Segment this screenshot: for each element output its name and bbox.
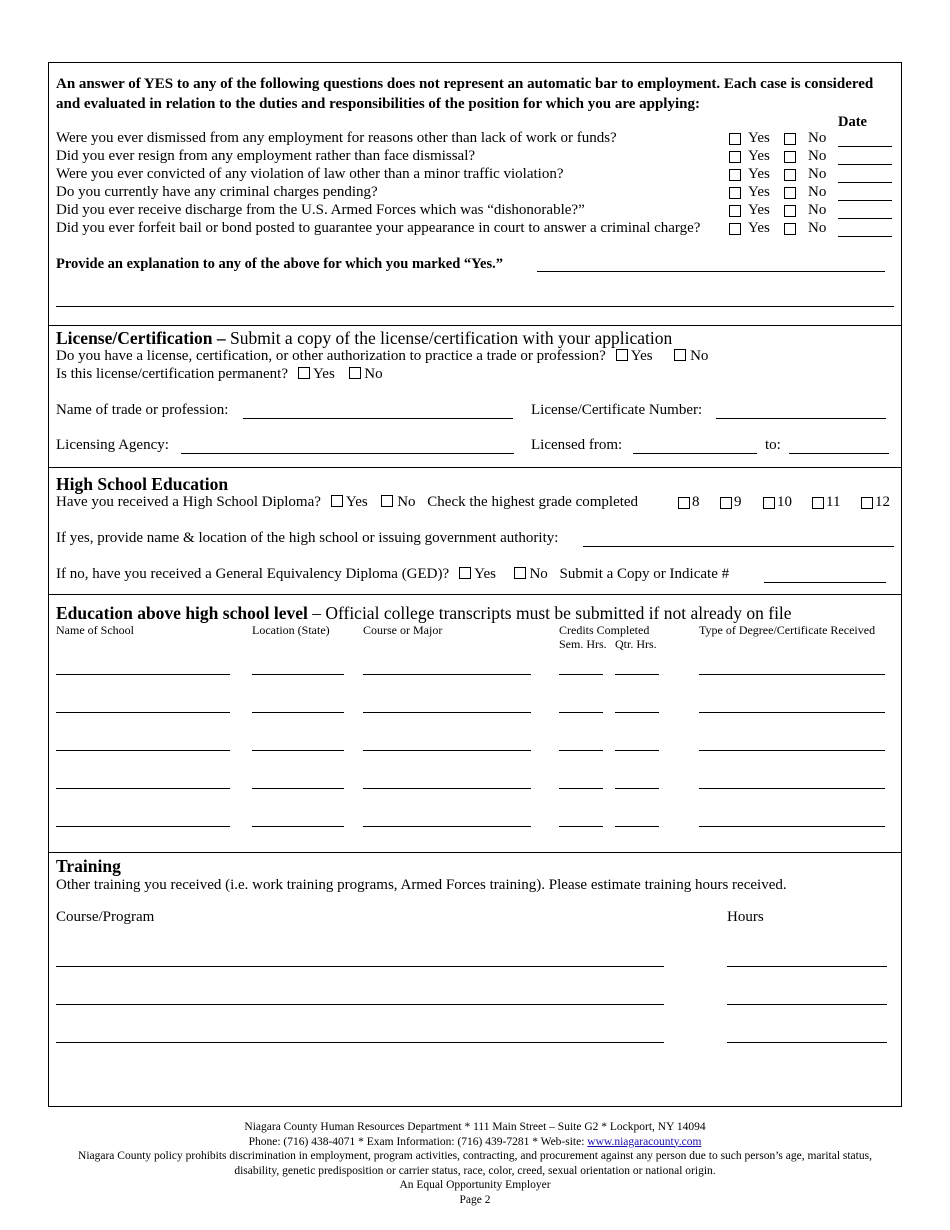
college-sem-hrs-input[interactable]	[559, 750, 603, 751]
grade-checkbox-11[interactable]	[812, 497, 824, 509]
ged-copy-label: Submit a Copy or Indicate #	[559, 566, 730, 582]
question-yes-checkbox[interactable]	[729, 187, 741, 199]
no-label: No	[808, 148, 827, 164]
question-text: Were you ever dismissed from any employment for reasons other than lack of work or funds?	[56, 130, 617, 146]
diploma-yes-checkbox[interactable]	[331, 495, 343, 507]
hs-location-label: If yes, provide name & location of the high school or issuing government authority:	[56, 530, 559, 546]
college-qtr-hrs-input[interactable]	[615, 826, 659, 827]
ged-yes-checkbox[interactable]	[459, 567, 471, 579]
no-label: No	[808, 202, 827, 218]
license-heading	[56, 328, 672, 349]
grade-label: Check the highest grade completed	[427, 494, 639, 510]
license-q1-text: Do you have a license, certification, or other authorization to practice a trade or profession?	[56, 348, 606, 364]
col-location: Location (State)	[252, 623, 330, 637]
diploma-no-checkbox[interactable]	[381, 495, 393, 507]
cert-number-input[interactable]	[716, 418, 886, 419]
col-credits: Credits Completed	[559, 623, 650, 637]
question-yes-checkbox[interactable]	[729, 133, 741, 145]
question-text: Did you ever receive discharge from the U.S. Armed Forces which was “dishonorable?”	[56, 202, 585, 218]
question-text: Did you ever resign from any employment rather than face dismissal?	[56, 148, 476, 164]
no-label: No	[808, 220, 827, 236]
license-q2-text: Is this license/certification permanent?	[56, 366, 288, 382]
college-sem-hrs-input[interactable]	[559, 712, 603, 713]
trade-input[interactable]	[243, 418, 513, 419]
question-date-input[interactable]	[838, 218, 892, 219]
question-date-input[interactable]	[838, 164, 892, 165]
training-course-input[interactable]	[56, 966, 664, 967]
no-label: No	[808, 166, 827, 182]
college-course-input[interactable]	[363, 750, 531, 751]
grade-label-8: 8	[692, 494, 700, 510]
question-no-checkbox[interactable]	[784, 205, 796, 217]
licensed-to-label: to:	[765, 437, 781, 453]
grade-checkbox-8[interactable]	[678, 497, 690, 509]
col-school: Name of School	[56, 623, 134, 637]
yes-label: Yes	[748, 184, 770, 200]
section-divider	[48, 467, 902, 468]
question-no-checkbox[interactable]	[784, 169, 796, 181]
explanation-line-1[interactable]	[537, 271, 885, 272]
question-text: Do you currently have any criminal charges pending?	[56, 184, 378, 200]
footer-eoe: An Equal Opportunity Employer	[399, 1179, 551, 1191]
question-date-input[interactable]	[838, 200, 892, 201]
hs-location-input[interactable]	[583, 546, 894, 547]
no-label: No	[397, 494, 416, 510]
college-location-input[interactable]	[252, 788, 344, 789]
grade-label-10: 10	[777, 494, 792, 510]
agency-input[interactable]	[181, 453, 514, 454]
col-sem: Sem. Hrs.	[559, 637, 607, 651]
no-label: No	[529, 566, 548, 582]
footer-contact	[48, 1135, 902, 1150]
question-yes-checkbox[interactable]	[729, 151, 741, 163]
training-hours-input[interactable]	[727, 966, 887, 967]
college-heading	[56, 603, 792, 624]
college-title: Education above high school level	[56, 603, 308, 623]
cert-number-label: License/Certificate Number:	[531, 402, 703, 418]
date-header: Date	[838, 114, 867, 130]
license-q2	[56, 366, 383, 383]
no-label: No	[364, 366, 383, 382]
ged-question	[56, 566, 729, 583]
college-location-input[interactable]	[252, 750, 344, 751]
no-label: No	[690, 348, 709, 364]
license-q1	[56, 348, 708, 365]
grade-label-12: 12	[875, 494, 890, 510]
college-degree-input[interactable]	[699, 788, 885, 789]
question-no-checkbox[interactable]	[784, 133, 796, 145]
college-course-input[interactable]	[363, 712, 531, 713]
footer-address: Niagara County Human Resources Department * 111 Main Street – Suite G2 * Lockport, NY 14094	[244, 1121, 706, 1133]
section-divider	[48, 325, 902, 326]
training-hours-input[interactable]	[727, 1004, 887, 1005]
grade-checkbox-12[interactable]	[861, 497, 873, 509]
trade-label: Name of trade or profession:	[56, 402, 229, 418]
yes-label: Yes	[474, 566, 496, 582]
college-course-input[interactable]	[363, 788, 531, 789]
college-course-input[interactable]	[363, 826, 531, 827]
college-course-input[interactable]	[363, 674, 531, 675]
training-description: Other training you received (i.e. work training programs, Armed Forces training). Please estimate training hours received.	[56, 877, 787, 893]
licensed-from-input[interactable]	[633, 453, 757, 454]
college-location-input[interactable]	[252, 712, 344, 713]
col-degree: Type of Degree/Certificate Received	[699, 623, 876, 637]
grade-label-9: 9	[734, 494, 742, 510]
college-qtr-hrs-input[interactable]	[615, 750, 659, 751]
license-q2-no-checkbox[interactable]	[349, 367, 361, 379]
diploma-question	[56, 494, 638, 511]
college-sem-hrs-input[interactable]	[559, 788, 603, 789]
question-yes-checkbox[interactable]	[729, 223, 741, 235]
question-date-input[interactable]	[838, 146, 892, 147]
question-yes-checkbox[interactable]	[729, 205, 741, 217]
explanation-label: Provide an explanation to any of the above for which you marked “Yes.”	[56, 256, 503, 272]
college-location-input[interactable]	[252, 826, 344, 827]
license-q1-no-checkbox[interactable]	[674, 349, 686, 361]
question-no-checkbox[interactable]	[784, 187, 796, 199]
college-qtr-hrs-input[interactable]	[615, 712, 659, 713]
col-qtr: Qtr. Hrs.	[615, 637, 657, 651]
questions-intro: An answer of YES to any of the following questions does not represent an automatic bar to employment. Each case is considered and evaluated in relation to the duties and responsibilities of the position for which you are applying:	[56, 76, 874, 112]
license-subtitle: Submit a copy of the license/certification with your application	[225, 328, 673, 348]
grade-checkbox-9[interactable]	[720, 497, 732, 509]
high-school-title: High School Education	[56, 474, 229, 494]
hours-label: Hours	[727, 909, 764, 925]
yes-label: Yes	[748, 202, 770, 218]
license-q2-yes-checkbox[interactable]	[298, 367, 310, 379]
training-course-input[interactable]	[56, 1004, 664, 1005]
footer-policy: Niagara County policy prohibits discrimination in employment, program activities, contracting, and procurement against any person due to such person’s age, marital status, disability, genetic predisposition or carrier status, race, color, creed, sexual orientation or national origin.	[78, 1150, 872, 1177]
footer-phones: Phone: (716) 438-4071 * Exam Information: (716) 439-7281 * Web-site:	[248, 1135, 588, 1148]
question-text: Were you ever convicted of any violation of law other than a minor traffic violation?	[56, 166, 564, 182]
college-subtitle: – Official college transcripts must be submitted if not already on file	[307, 603, 792, 623]
college-qtr-hrs-input[interactable]	[615, 674, 659, 675]
no-label: No	[808, 184, 827, 200]
college-school-input[interactable]	[56, 674, 230, 675]
grade-label-11: 11	[826, 494, 841, 510]
question-yes-checkbox[interactable]	[729, 169, 741, 181]
training-course-input[interactable]	[56, 1042, 664, 1043]
agency-label: Licensing Agency:	[56, 437, 169, 453]
yes-label: Yes	[312, 366, 335, 382]
question-no-checkbox[interactable]	[784, 223, 796, 235]
ged-q-text: If no, have you received a General Equivalency Diploma (GED)?	[56, 566, 450, 582]
ged-number-input[interactable]	[764, 582, 886, 583]
college-degree-input[interactable]	[699, 674, 885, 675]
yes-label: Yes	[748, 166, 770, 182]
grade-checkbox-10[interactable]	[763, 497, 775, 509]
training-title: Training	[56, 856, 121, 876]
licensed-from-label: Licensed from:	[531, 437, 623, 453]
course-program-label: Course/Program	[56, 909, 155, 925]
college-sem-hrs-input[interactable]	[559, 826, 603, 827]
diploma-q-text: Have you received a High School Diploma?	[56, 494, 321, 510]
explanation-line-2[interactable]	[56, 306, 894, 307]
college-school-input[interactable]	[56, 826, 230, 827]
col-course: Course or Major	[363, 623, 443, 637]
college-location-input[interactable]	[252, 674, 344, 675]
college-school-input[interactable]	[56, 712, 230, 713]
yes-label: Yes	[345, 494, 368, 510]
page-number: Page 2	[459, 1193, 491, 1206]
no-label: No	[808, 130, 827, 146]
college-school-input[interactable]	[56, 788, 230, 789]
college-degree-input[interactable]	[699, 712, 885, 713]
yes-label: Yes	[630, 348, 653, 364]
college-sem-hrs-input[interactable]	[559, 674, 603, 675]
website-link[interactable]: www.niagaracounty.com	[587, 1135, 702, 1148]
college-degree-input[interactable]	[699, 826, 885, 827]
section-divider	[48, 594, 902, 595]
question-date-input[interactable]	[838, 182, 892, 183]
college-degree-input[interactable]	[699, 750, 885, 751]
license-title: License/Certification –	[56, 328, 226, 348]
college-school-input[interactable]	[56, 750, 230, 751]
ged-no-checkbox[interactable]	[514, 567, 526, 579]
yes-label: Yes	[748, 220, 770, 236]
college-qtr-hrs-input[interactable]	[615, 788, 659, 789]
footer	[48, 1120, 902, 1207]
license-q1-yes-checkbox[interactable]	[616, 349, 628, 361]
question-no-checkbox[interactable]	[784, 151, 796, 163]
question-date-input[interactable]	[838, 236, 892, 237]
training-hours-input[interactable]	[727, 1042, 887, 1043]
licensed-to-input[interactable]	[789, 453, 889, 454]
yes-label: Yes	[748, 130, 770, 146]
yes-label: Yes	[748, 148, 770, 164]
question-text: Did you ever forfeit bail or bond posted to guarantee your appearance in court to answer a criminal charge?	[56, 220, 701, 236]
section-divider	[48, 852, 902, 853]
